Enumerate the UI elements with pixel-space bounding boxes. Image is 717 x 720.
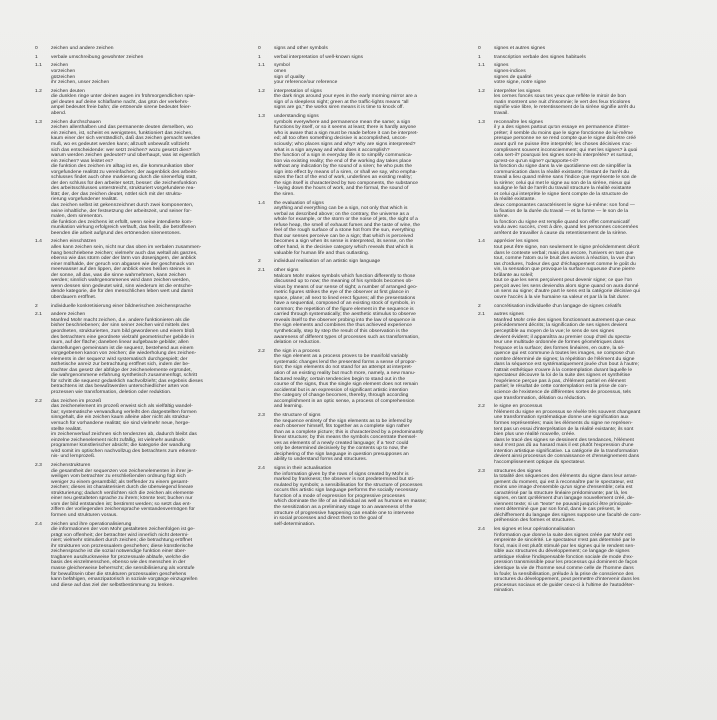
- section-body: tout peut être signe, non seulement le signe précédemment décrit dans le contexte verbal; mais plus encore, l'univers en tant que tout, comme l'atom ou le bruit des avions à réaction, la vue d'un tas d'ordures, l'odeur des gaz d'échappement comme le goût du vin, la sensation que provoque la surface rugueuse d'une pierre brûlante au soleil; tout ce que les sens perçoivent peut devenir signe; ce que l'on perçoit avec les sens deviendra alors signe quand on aura donné un sens au signe; d'autre part le sens est la catégorie décisive qui ouvre l'accès à la vie humaine sa valeur et par là la fait durer.: [494, 244, 640, 300]
- section-heading: [478, 527, 686, 533]
- section-heading: [478, 46, 686, 52]
- section-title: the sign in a process: [274, 348, 320, 354]
- section-number: 1.1: [258, 63, 265, 69]
- section-number: 2.1: [478, 312, 485, 318]
- section-entry: [35, 46, 243, 52]
- section-heading: [258, 55, 466, 61]
- section-body: zeichen allenthalben und das permanente deuten derselben, wo ein zeichen, ist, scheint es wenigstens, funktioniert das zeichen, kaum einer der sich verständlich, daß das zeichen gemacht werden muß, wo es gedeutet werden kann; allzuoft unbewußt vollzieht sich das entscheidende: wer setzt zeichen? wozu gesetzt dies? warum werden zeichen gedeutet? und überhaupt, was ist eigentlich ein zeichen? was leistet es? die funktion des zeichen im alltag ist es, die kommunikation über vorgefundene realität zu vereinfachen; der augenblick des arbeits- schlusses findet auch ohne markierung durch die sirenerfolg statt, der den schluss für den arbeiter setzt, besser: die zeichenfunktion des arbeitsschlusses unterstreicht, strukturiert vorgefundene rea- lität; der, der das zeichen deutet, nötlet sich mit der struktu- rierung vorgefundener realität. das zeichen selbst ist gekennzeichnet durch zwei komponenten, seine inhaltliche, der festsetzung der arbeitszeit, und seiner for- malen, dem sirenenton. die funktion des zeichens ist erfüllt, wenn seine intendierte kom- munikation wirkung erfolgreich verläuft, das heißt, die betroffenen beenden die arbeit aufgrund des ertönenden sirenentones.: [51, 125, 201, 236]
- section-title: zeichen und andere zeichen: [51, 46, 114, 51]
- section-title: andere zeichen: [51, 312, 86, 318]
- section-number: 2.1: [258, 268, 265, 273]
- section-body: omen sign of quality your reference/our reference: [274, 69, 338, 86]
- section-entry: [258, 89, 466, 111]
- section-heading: [478, 304, 686, 310]
- section-heading: [35, 463, 243, 469]
- section-number: 2: [35, 303, 38, 309]
- section-number: 2: [478, 303, 481, 309]
- section-body: l'élément du signe en processus se révèle très souvent changeant une transformation systématique donne une signification aux formes représentées; mais les éléments du signe ne représen- tent pas un essai d'interprétation de la réalité existante; ils sont bien plus une réalité nouvelle, créée. dans le tracé des signes se dessinent des tendances, l'élément seul n'est pas dû au hasard mais il est plutôt l'expression d'une intention artistique significative. La catégorie de la transformation devient ainsi processus de connaissance et d'enseignement dans l'accomplissement optique du spectateur.: [494, 409, 641, 465]
- section-title: verbale umschreibung gewohnter zeichen: [51, 54, 144, 60]
- section-number: 2.3: [478, 468, 485, 474]
- section-number: 2.4: [258, 466, 265, 472]
- section-entry: [258, 46, 466, 52]
- section-heading: [35, 46, 243, 52]
- section-entry: [478, 469, 686, 524]
- section-entry: [478, 55, 686, 61]
- section-entry: [35, 304, 243, 310]
- section-title: das zeichen im prozeß: [51, 398, 102, 404]
- section-entry: [258, 63, 466, 85]
- section-body: alles kann zeichen sein, nicht nur das oben im verbalen zusammen- hang beschriebene zeichen; vielmehr auch das weltall als ganzes, ebenso wie das stürm oder der lärm von düsenjägern, der anblick einer mülhalde, der geruch von abgasen wie der geschmack von meerwasser auf den lippen, der anblick eines heißen steines in der sonne, all das, was die sinne wahrnehmen, kann zeichen werden; sinnlich wahrgenommenes wird dann zeichen werden, wenn dessen sinn gedeutet wird, sinn wiederum ist die entsche- dende kategorie, die für den menschlichen leben wert und damit überdauern eröffnet.: [51, 244, 202, 300]
- section-entry: [35, 89, 243, 117]
- section-title: zeichen: [51, 63, 69, 69]
- section-title: signs and other symbols: [274, 46, 328, 51]
- section-title: les signes et leur opérationnalisation: [494, 527, 576, 533]
- section-number: 1.1: [35, 63, 42, 69]
- section-title: zeichen deuten: [51, 88, 85, 94]
- section-entry: [258, 201, 466, 256]
- section-number: 0: [258, 46, 261, 51]
- column-french: [478, 46, 686, 597]
- section-entry: [35, 120, 243, 236]
- section-number: 2.2: [35, 398, 42, 404]
- section-entry: [478, 239, 686, 300]
- section-title: verbal interpretation of well-known signs: [274, 54, 364, 60]
- section-number: 1.1: [478, 63, 485, 69]
- section-body: les cernes foncés sous tes yeux que reflète le miroir de bon matin montrent une nuit d'insomnie; le vert des feux tricolores signifie voie libre, le retentissement de la sirène signifie arrêt du travail.: [494, 94, 636, 117]
- section-number: 1.4: [35, 239, 42, 245]
- section-number: 2.3: [258, 413, 265, 419]
- section-entry: [258, 259, 466, 265]
- section-number: 2.1: [35, 312, 42, 318]
- section-body: la totalité des séquences des éléments du signe dans leur arran- gement du moment, qui est à reconnaître par le spectateur, est moins une image d'ensemble qu'un signe d'ensemble; cela est caractérisé par la structure linéaire prédominante; par là, les signes, en tant qu'élément d'un langage nouvellement créé, de- viennent texte; si un "texte" ne pouvait jusqu'ici être principale- ment déterminé que par son fond, dans le cas présent, le déchiffrement du langage des signes suppose une faculté de com- préhension des formes et structures.: [494, 474, 642, 524]
- section-number: 1.2: [258, 88, 265, 94]
- column-english: [258, 46, 466, 530]
- section-title: zeichenstrukturen: [51, 462, 91, 468]
- section-entry: [478, 120, 686, 236]
- section-body: Manfred Mohr crée des signes fonctionnant autrement que ceux précédemment décrits; la signification de ses signes devient perceptible au moyen de la vue; le sens de ses signes devient évident; il apparaîtra au premier coup d'œil du specta- teur une multitude ordonnée de formes géométriques dans l'espace et la surface; des formes linéaires, en outre, la sé- quence qui est commune à toutes les images, se compose d'un nombre déterminé de signes; la répétition de l'élément du signe dans la séquence est systématiquement jouée d'un bout à l'autre; l'attrait esthétique s'ouvre à la contemplation durant laquelle le spectateur découvre la loi de la suite des signes et synthétise l'expérience perçue pas à pas, d'élément partiel en élément partiel; le résultat de cette contemplation est la prise de con- science de l'existence de différentes sortes de processus, tels que transformation, délation ou réduction.: [494, 317, 640, 401]
- section-entry: [478, 527, 686, 594]
- section-number: 2.4: [478, 527, 485, 533]
- section-entry: [35, 399, 243, 460]
- section-body: Manfred Mohr macht zeichen, d.e. andere funktionieren als die bisher beschriebenen; der sinn seiner zeichen wird mittels des geordneten, strukturierten, zum bild gewordenen und einem bloß des betrachters eine geordnete vielzahl geometrischer gebilde in raum, auf der fläche; daneben linear aufgebaute gebilde; allen darstellungen gemeinsam ist die sequenz, bestehend aus einem vorgegebenen kanon von zeichen; die wiederholung des zeichen- elements in der sequenz wird systematisch durchgespielt; der ästhetische anreiz zur betrachtung eröffnet sich, indem der be- trachter das gesetz der abfolge der zeichenelemente ergründet, die wahrgenommene erfahrung synthetisch zusammenfügt, schritt für schritt die sequenz gedanklich nachvollzieht; das ergebnis dieses betrachtens ist das bewußtwerden unterschiedlicher arten von prozessen wie transformation, deletion oder reduktion.: [51, 317, 203, 396]
- section-heading: [258, 268, 466, 274]
- section-entry: [35, 312, 243, 395]
- section-title: le signe en processus: [494, 404, 543, 410]
- section-entry: [478, 312, 686, 401]
- section-heading: [258, 114, 466, 120]
- section-number: 1.3: [478, 119, 485, 125]
- section-title: autres signes: [494, 312, 524, 318]
- section-number: 1: [478, 54, 481, 60]
- section-number: 2.2: [258, 348, 265, 354]
- section-entry: [258, 55, 466, 61]
- section-entry: [35, 463, 243, 518]
- section-body: die dunklen ringe unter deinen augen im frühmorgendlichen spie- gel deuten auf deine schlaflarne nacht, das grün der verkehrs- ampel bedeutet freie bahn; die ertönende sirene bedeutet feier- abend.: [51, 94, 196, 117]
- section-body: Malcom Mohr makes symbols which function differently to those discussed up to now; the meaning of his symbols becomes ob- vious by means of our sense of sight; a number of arranged geo- metric figures strikes the eye of the observer at first glance in space, plane; all next to lined erect figures; all the presentations have a sequential, composed of an existing stock of symbols, in common; the repetition of the figure element in the sequence is carried through systematically; the aesthetic stimulus to observe reveals itself to the observer probing into the law of sequence in the sign elements and combines the thus achieved experience synthetically, step by step the result of this observation is the awareness of different types of processes such as transformation, delation or reduction.: [274, 273, 420, 346]
- section-title: individuelle konkretisierung einer bildnerischen zeichensprache: [51, 303, 191, 309]
- section-title: understanding signs: [274, 114, 319, 120]
- section-number: 1.4: [258, 200, 265, 206]
- section-title: symbol: [274, 63, 290, 69]
- section-entry: [258, 268, 466, 346]
- section-body: the information given by the rows of signs created by Mohr is marked by frankness; the observer is not predetermined but sti- mulated by symbols; a sensibilisation for the structure of processes occurs this artistic sign language performs the socially necessary function of a mode of expression for progressive processes which dominate the life of an individual as well as humans en masse; the sensitization as a preliminary stage to an awareness of the structure of progressive happening can enable one to intervene in social processes and direct them to the goal of self-determination.: [274, 471, 427, 527]
- section-title: structures des signes: [494, 468, 542, 474]
- section-number: 1.2: [478, 88, 485, 94]
- section-title: the evaluation of signs: [274, 200, 324, 206]
- section-title: the structure of signs: [274, 413, 321, 419]
- section-number: 1: [35, 54, 38, 60]
- section-title: transcription verbale des signes habituels: [494, 54, 586, 60]
- section-heading: [258, 413, 466, 419]
- section-title: interpretation of signs: [274, 88, 322, 94]
- section-entry: [478, 304, 686, 310]
- section-number: 2.2: [478, 404, 485, 410]
- section-title: signes et autres signes: [494, 46, 546, 51]
- section-title: concrétisation individuelle d'un langage de signes créatifs: [494, 303, 622, 309]
- section-title: signes: [494, 63, 509, 69]
- section-body: the sequence entirety of the sign elements as to be inferred by each observer himself, fits together as a complete sign rather than as a complete picture; this is characterized by a predominantly linear structure; by this means the symbols concentrate themsel- ves as elements of a newly created language; if a 'text' could only be determined decisively by the contents up to now, the deciphering of the sign language in question presupposes an ability to understand forms and structures.: [274, 418, 424, 463]
- section-title: interpréter les signes: [494, 88, 541, 94]
- section-number: 0: [478, 46, 481, 51]
- section-number: 2.4: [35, 521, 42, 527]
- section-heading: [35, 55, 243, 61]
- section-number: 1.4: [478, 239, 485, 245]
- section-title: zeichen durchschauen: [51, 119, 101, 125]
- section-entry: [478, 404, 686, 465]
- column-german: [35, 46, 243, 591]
- section-title: zeichen und ihre operationalisierung: [51, 521, 132, 527]
- section-entry: [258, 349, 466, 410]
- section-number: 1: [258, 54, 261, 60]
- section-entry: [35, 55, 243, 61]
- section-entry: [258, 114, 466, 197]
- section-heading: [478, 55, 686, 61]
- section-entry: [478, 46, 686, 52]
- section-number: 2: [258, 259, 261, 265]
- section-number: 0: [35, 46, 38, 51]
- section-title: individual realisation of an artistic sign language: [274, 259, 381, 265]
- section-body: symbols everywhere and permanence mean the same; a sign functions by itself, or so it seems at least; there is hardly anyone who is aware that a sign must be made before it can be interpret- ed; all too often something decisive is accomplished, uncon- sciously; who places signs and why? why are signs interpreted? what is a sign anyway and what does it accomplish? the function of a sign in everyday life is to simplify communica- tion via existing reality; the end of the working day takes place without any indication by the sound of a siren; he who puts the sign into effect by means of a siren, or shall we say, who empha- sizes the fact of the end of work, underlines an existing reality; the sign itself is characterized by two components, the substance - laying down the hours of work, and the formal, the sound of the siren.: [274, 119, 419, 197]
- section-number: 1.3: [35, 119, 42, 125]
- section-entry: [35, 239, 243, 300]
- section-heading: [258, 259, 466, 265]
- section-heading: [258, 63, 466, 69]
- section-entry: [35, 522, 243, 589]
- section-entry: [258, 413, 466, 463]
- section-body: signes-indices signes de qualité votre signe, notre signe: [494, 69, 547, 86]
- section-heading: [258, 466, 466, 472]
- section-heading: [258, 46, 466, 52]
- section-body: die gesamtheit der sequenzen von zeichenelementen in ihrer je- weiligen vom betrachter zu erschließenden ordnung fügt sich weniger zu einem gesamtbild; als treffender zu einem gesamt- zeichen; dieses ist charakterisiert durch die überwiegend lineare strukturierung; dadurch verdichten sich die zeichen als elemente einer neu gestalteten sprache zu ihrem; könnte text; buchen nur vom der bild entstanden ist; bestimmt werden; so setzt das ent- ziffern der vorliegenden zeichensprache verstandesvermögen für formen und strukturen voraus.: [51, 468, 195, 518]
- section-title: apprécier les signes: [494, 239, 539, 245]
- section-entry: [35, 63, 243, 85]
- section-body: the sign element as a process proves to be manifold variably systematic changes lend the presented forms a sense of propor- tion; the sign elements do not stand for an attempt at interpret- ation of an existing reality but much more, namely, a new manu- factured reality; certain tendencies begin to stand out in the course of the signs, thus the single sign element does not remain accidental but is an expression of significant artistic intention the category of change becomes, thereby, through according accomplishment in an optic sense, a process of comprehension and learning.: [274, 354, 419, 410]
- section-body: il y a des signes partout qu'on essaye en permanence d'inter- préter; il semble du moins que le signe fonctionne de lui-même presque personne ne se rend compte que le signe doit être créé avant qu'il ne puisse être interprété; les choses décisives s'ac- complissent souvent inconsciemment; qui met les signes? à quoi cela sert-il? pourquoi les signes sont-ils interprétés? et surtout, qu'est-ce qu'un signe? qu'apporte-t-il? la fonction du signe dans la vie quotidienne est de simplifier la communication dans la réalité existante; l'instant de l'arrêt du travail a lieu quand même sans l'indice que représente le son de la sirène; celui qui met le signe au son de la sirène, mieux qui souligne le fait de l'arrêt du travail structure la réalité existante et celui qui interprète le signe tient compte de la structure de la réalité existante. deux composantes caractérisent le signe lui-même: son fond — la fixation de la durée du travail — et la forme — le son de la sirène. la fonction du signe est remplie quand son effet communicatif voulu avec succès, c'est à dire, quand les personnes concernées arrêtent de travailler à cause du retentissement de la sirène.: [494, 125, 639, 236]
- section-number: 2.3: [35, 462, 42, 468]
- section-body: die informationen der vom Mohr gestalteten zeichenfolgen ist ge- prägt von offenheit; der betrachter wird innerlich nicht determi- niert; vielmehr stimuliert durch zeichen; die betrachtung eröffnet ihr strukturen von prozessualem geschehen; diese künstlerische zeichensprache ist die sozial notwendige funktion einer über- tragbaren ausdrucksweise für prozessuale abläufe, welche die basis des einzelmenschen, ebenso wie des menschen in der masse gleicherweise beherrscht; die sensibilisierung als vorstufe für bewußtsein über die strukturen prozessualen geschehens kann befähigen, emanzipatorisch in soziale vorgänge einzugreifen und diese auf das ziel der selbstbestimmung zu lenken.: [51, 527, 198, 588]
- section-entry: [258, 466, 466, 527]
- section-body: the dark rings around your eyes in the early morning mirror are a sign of a sleepless night; green at the traffic-lights means "all signs are go," the works siren means it is time to knock off.: [274, 94, 417, 111]
- section-entry: [478, 63, 686, 85]
- section-number: 1.3: [258, 114, 265, 120]
- section-entry: [478, 89, 686, 117]
- section-heading: [35, 304, 243, 310]
- section-title: signs in their actualisation: [274, 466, 332, 472]
- section-title: other signs: [274, 268, 299, 273]
- section-title: zeichen einschätzen: [51, 239, 97, 245]
- section-title: reconnaître les signes: [494, 119, 543, 125]
- section-body: vorzeichen gützeichen ihr zeichen, unser zeichen: [51, 69, 110, 86]
- section-number: 1.2: [35, 88, 42, 94]
- section-body: anything and everything can be a sign, not only that which is verbal as described above; on the contrary, the universe as a whole for example, or the storm or the noise of jets, the sight of a refuse heap, the smell of exhaust fumes and the taste of wine, the feel of the rough surface of a stone hot from the sun, everything that our senses perceive can be a sign; that which is perceived becomes a sign when its sense is interpreted, its sense, on the other hand, is the decisive category which reveals that which is valuable for human life and thus outlasting.: [274, 206, 421, 256]
- section-body: l'information que donne la suite des signes créée par Mohr est empreinte de sincérité. Le spectateur n'est pas déterminé par le fond, mais il est plutôt stimulé par les signes qui le rendent sen- sible aux structures du développement; ce langage de signes artistique réalise l'indispensable fonction sociale de mode d'ex- pression transmissible pour les processus qui dominent de façon identique la vie de l'homme seul comme celle de l'homme dans la foule; la sensibilisation, prélude à la prise de conscience des structures du développement, peut permettre d'intervenir dans les processus sociaux et de guider ceux-ci à l'ultime de l'autodéter- mination.: [494, 532, 640, 594]
- section-body: das zeichenelement im prozeß erweist sich als vielfältig wandel- bar; systematische verwandlung verleiht den dargestellten formen sinngehalt, die ein zeichen kaum alleine aber nicht als struktur- versuch für vorhandene realität; sie sind vielmehr neue, herge- stellte realität. im zeichenverlauf zeichnen sich tendenzen ab, dadurch bleibt das einzelne zeichenelement nicht zufällig, ist vielmehr ausdruck programmer künstlerischer absicht; die kategorie der wandlung wird somit im optischen nachvollzug des betrachters zum erkennt- nis- und lernprozeß.: [51, 404, 198, 460]
